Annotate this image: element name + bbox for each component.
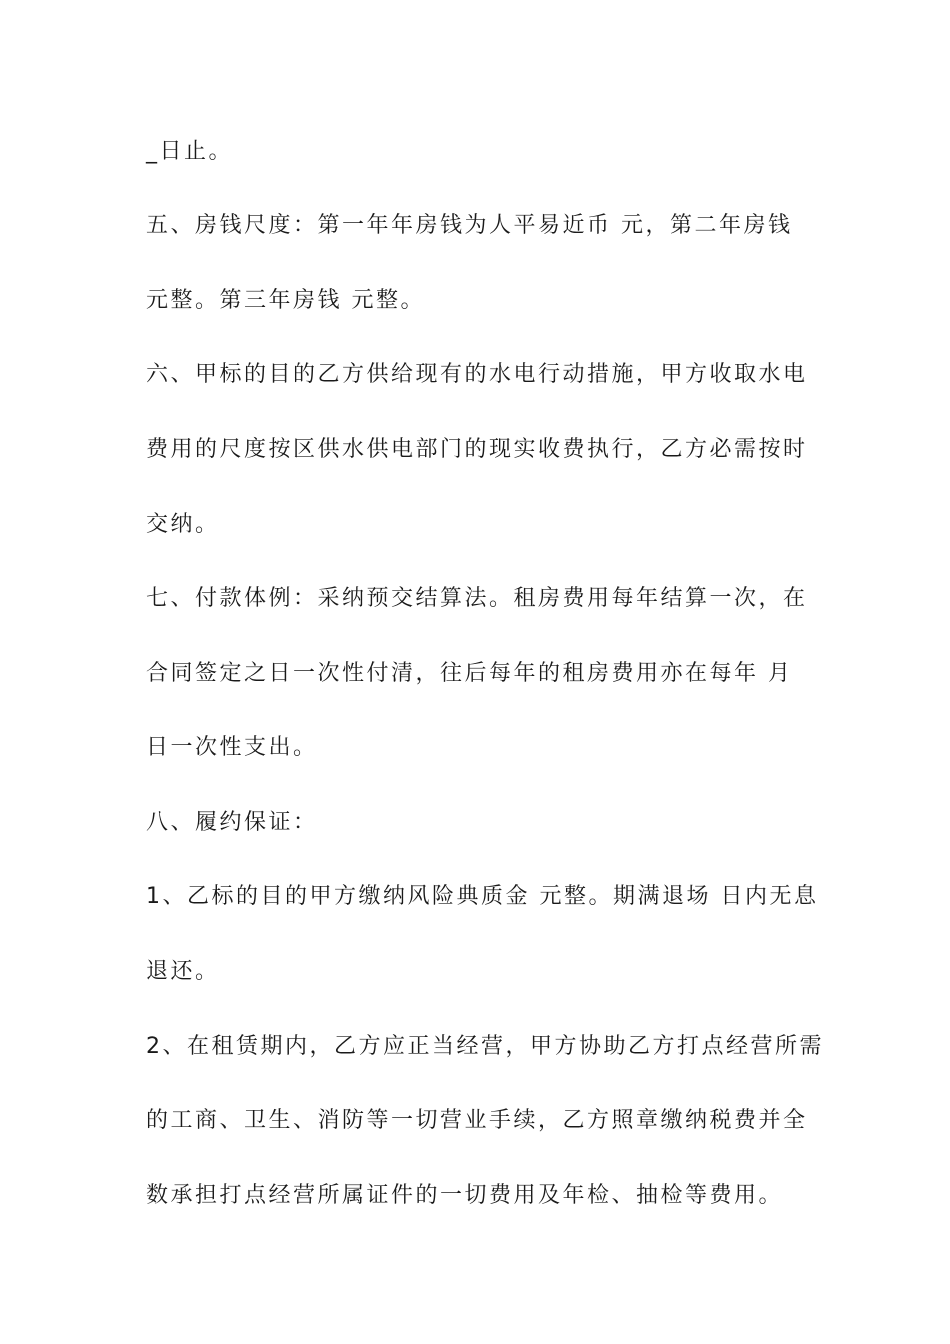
text-line-5: 费用的尺度按区供水供电部门的现实收费执行，乙方必需按时 (146, 437, 808, 462)
text-line-7: 七、付款体例：采纳预交结算法。租房费用每年结算一次，在 (146, 586, 808, 611)
text-line-2: 五、房钱尺度：第一年年房钱为人平易近币 元，第二年房钱 (146, 213, 793, 238)
text-line-11: 1、乙标的目的甲方缴纳风险典质金 元整。期满退场 日内无息 (146, 884, 819, 909)
text-line-4: 六、甲标的目的乙方供给现有的水电行动措施，甲方收取水电 (146, 362, 808, 387)
text-line-12: 退还。 (146, 959, 220, 984)
text-line-1: _日止。 (146, 139, 234, 164)
text-line-8: 合同签定之日一次性付清，往后每年的租房费用亦在每年 月 (146, 661, 793, 686)
text-line-9: 日一次性支出。 (146, 735, 318, 760)
text-line-14: 的工商、卫生、消防等一切营业手续，乙方照章缴纳税费并全 (146, 1108, 808, 1133)
text-line-10: 八、履约保证： (146, 810, 318, 835)
text-line-13: 2、在租赁期内，乙方应正当经营，甲方协助乙方打点经营所需 (146, 1034, 824, 1059)
text-line-6: 交纳。 (146, 512, 220, 537)
text-line-3: 元整。第三年房钱 元整。 (146, 288, 425, 313)
text-line-15: 数承担打点经营所属证件的一切费用及年检、抽检等费用。 (146, 1183, 784, 1208)
